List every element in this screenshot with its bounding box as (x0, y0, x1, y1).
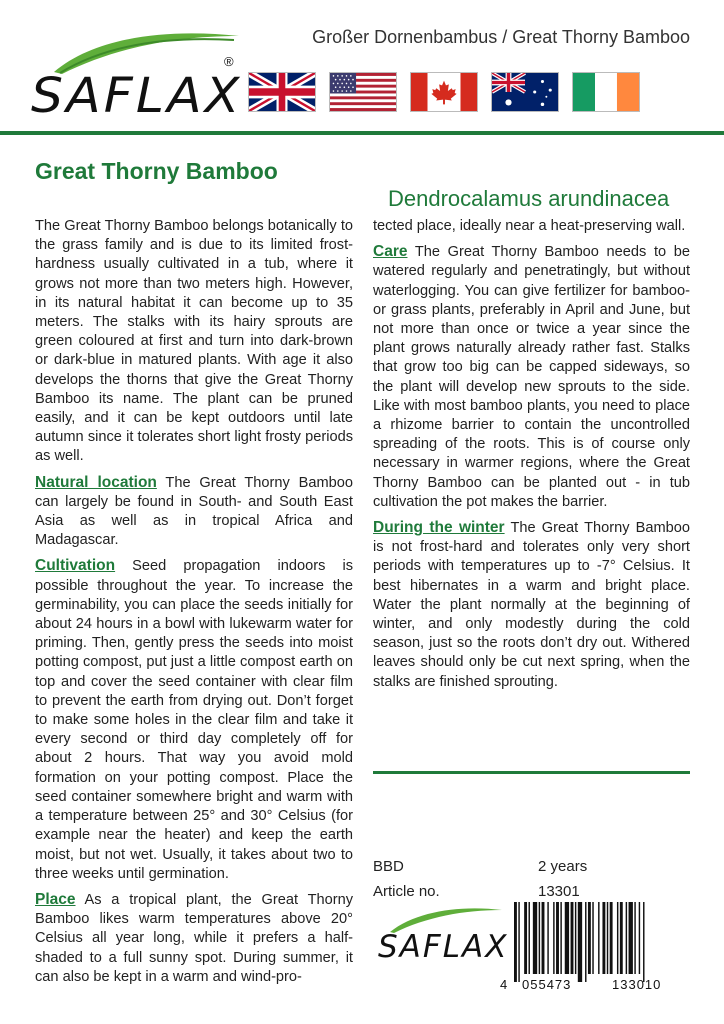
care-heading: Care (373, 243, 408, 261)
bbd-value: 2 years (538, 858, 588, 875)
intro-paragraph (35, 217, 353, 467)
barcode-bar (518, 902, 519, 982)
barcode-bar (556, 902, 559, 974)
barcode-bar (571, 902, 574, 974)
article-label: Article no. (373, 883, 440, 900)
latin-name: Dendrocalamus arundinacea (388, 186, 670, 211)
barcode-bar (592, 902, 593, 974)
right-column (373, 217, 690, 698)
barcode-bar (588, 902, 591, 974)
continuation-paragraph (373, 217, 690, 236)
natural-location-heading: Natural location (35, 473, 157, 491)
natural-location-paragraph (35, 473, 353, 551)
barcode-bar (598, 902, 599, 974)
brand-logo-small (376, 905, 509, 971)
cultivation-paragraph (35, 556, 353, 883)
usa-flag-icon (329, 72, 397, 112)
barcode-bar (639, 902, 640, 974)
barcode-bar (565, 902, 569, 974)
barcode-bar (626, 902, 627, 974)
barcode-bar (607, 902, 608, 974)
barcode-bar (529, 902, 530, 974)
barcode-bar (514, 902, 517, 982)
cultivation-text: Seed propagation indoors is possible throughout the year. To increase the germinability, you can place the seeds initially for about 24 hours in a bowl with lukewarm water for priming. Then, gently press the seeds into moist potting compost, put just a little compost earth on top and cover the seed container with clear film to prevent the earth from drying out. Don’t forget to make some holes in the clear film and take it every second or third day completely off for about 2 hours. That way you avoid mold formation on your potting compost. Place the seed container somewhere bright and warm with a temperature between 25° and 30° Celsius (for example near the heater) and keep the earth moist, but not wet. Usually, it takes about two to three weeks until germination. (35, 558, 353, 882)
barcode-digits-left: 055473 (522, 977, 572, 992)
barcode-bar (634, 902, 635, 974)
uk-flag-icon (248, 72, 316, 112)
article-value: 13301 (538, 883, 580, 900)
flag-row (248, 72, 640, 112)
brand-logo (30, 28, 244, 128)
brand-name-small: SAFLAX (378, 929, 509, 965)
barcode-bar (617, 902, 618, 974)
cultivation-heading: Cultivation (35, 557, 116, 575)
canada-flag-icon (410, 72, 478, 112)
winter-paragraph (373, 518, 690, 692)
intro-text: The Great Thorny Bamboo belongs botanically to the grass family and is due to its limited frost-hardness usually cultivated in a tub, where it grows not more than two meters high. However, in its natural habitat it can become up to 35 meters. The stalks with its hairy sprouts are green coloured at first and turn into dark-brown or dark-blue in matured plants. With age it also develops the thorns that give the Great Thorny Bamboo its name. The plant can be pruned easily, and it can be kept outdoors until late autumn since it tolerates short light frosty periods as well. (35, 218, 353, 465)
barcode-bar (610, 902, 613, 974)
natural-location-text: The Great Thorny Bamboo can largely be found in South- and South East Asia as well as in tropical Africa and Madagascar. (35, 474, 353, 549)
continuation-text: tected place, ideally near a heat-preserving wall. (373, 218, 686, 234)
page-title: Great Thorny Bamboo (35, 158, 278, 184)
care-text: The Great Thorny Bamboo needs to be watered regularly and penetratingly, but without waterlogging. You can give fertilizer for bamboo- or grass plants, preferably in April and June, but not more than once or twice a year since the plant grows naturally already rather fast. Stalks that grow too big can be capped sideways, so the plant will develop new sprouts to the side. Like with most bamboo plants, you need to place a rhizome barrier to contain the uncontrolled spreading of the roots. This is of course only necessary in warmer regions, where the Great Thorny Bamboo can be planted out - in tub cultivation the pot makes the barrier. (373, 244, 690, 510)
brand-name: SAFLAX (30, 68, 243, 124)
barcode-bar (602, 902, 605, 974)
registered-mark: ® (224, 54, 234, 69)
winter-text: The Great Thorny Bamboo is not frost-hard and tolerates only very short periods with temperatures up to -7° Celsius. It best hibernates in a warm and bright place. Water the plant normally at the beginning of winter, and only modestly during the cold season, just so the roots don’t dry out. Withered leaves should only be cut next spring, when the stalks are finished sprouting. (373, 520, 690, 690)
ireland-flag-icon (572, 72, 640, 112)
header-divider (0, 131, 724, 135)
place-paragraph (35, 890, 353, 987)
info-divider (373, 771, 690, 774)
australia-flag-icon (491, 72, 559, 112)
barcode-digits-right: 133010 (612, 977, 662, 992)
barcode-digit-prefix: 4 (500, 977, 509, 992)
barcode (512, 902, 690, 982)
left-column (35, 217, 353, 993)
barcode-bar (585, 902, 586, 982)
barcode-bar (539, 902, 540, 974)
winter-heading: During the winter (373, 519, 505, 537)
barcode-bar (533, 902, 537, 974)
bbd-label: BBD (373, 858, 404, 875)
barcode-bar (643, 902, 644, 982)
barcode-bar (629, 902, 633, 974)
barcode-bar (620, 902, 623, 974)
barcode-bar (524, 902, 527, 974)
care-paragraph (373, 242, 690, 512)
place-text: As a tropical plant, the Great Thorny Bamboo likes warm temperatures above 20° Celsius all year long, while it prefers a half-shaded to a full sunny spot. During summer, it can also be kept in a warm and wind-pro- (35, 891, 353, 985)
barcode-bar (542, 902, 545, 974)
barcode-bar (560, 902, 561, 974)
header-title: Großer Dornenbambus / Great Thorny Bamboo (312, 27, 690, 47)
barcode-bar (553, 902, 554, 974)
barcode-bar (547, 902, 548, 974)
barcode-bar (575, 902, 576, 974)
place-heading: Place (35, 890, 76, 908)
barcode-bar (578, 902, 582, 982)
